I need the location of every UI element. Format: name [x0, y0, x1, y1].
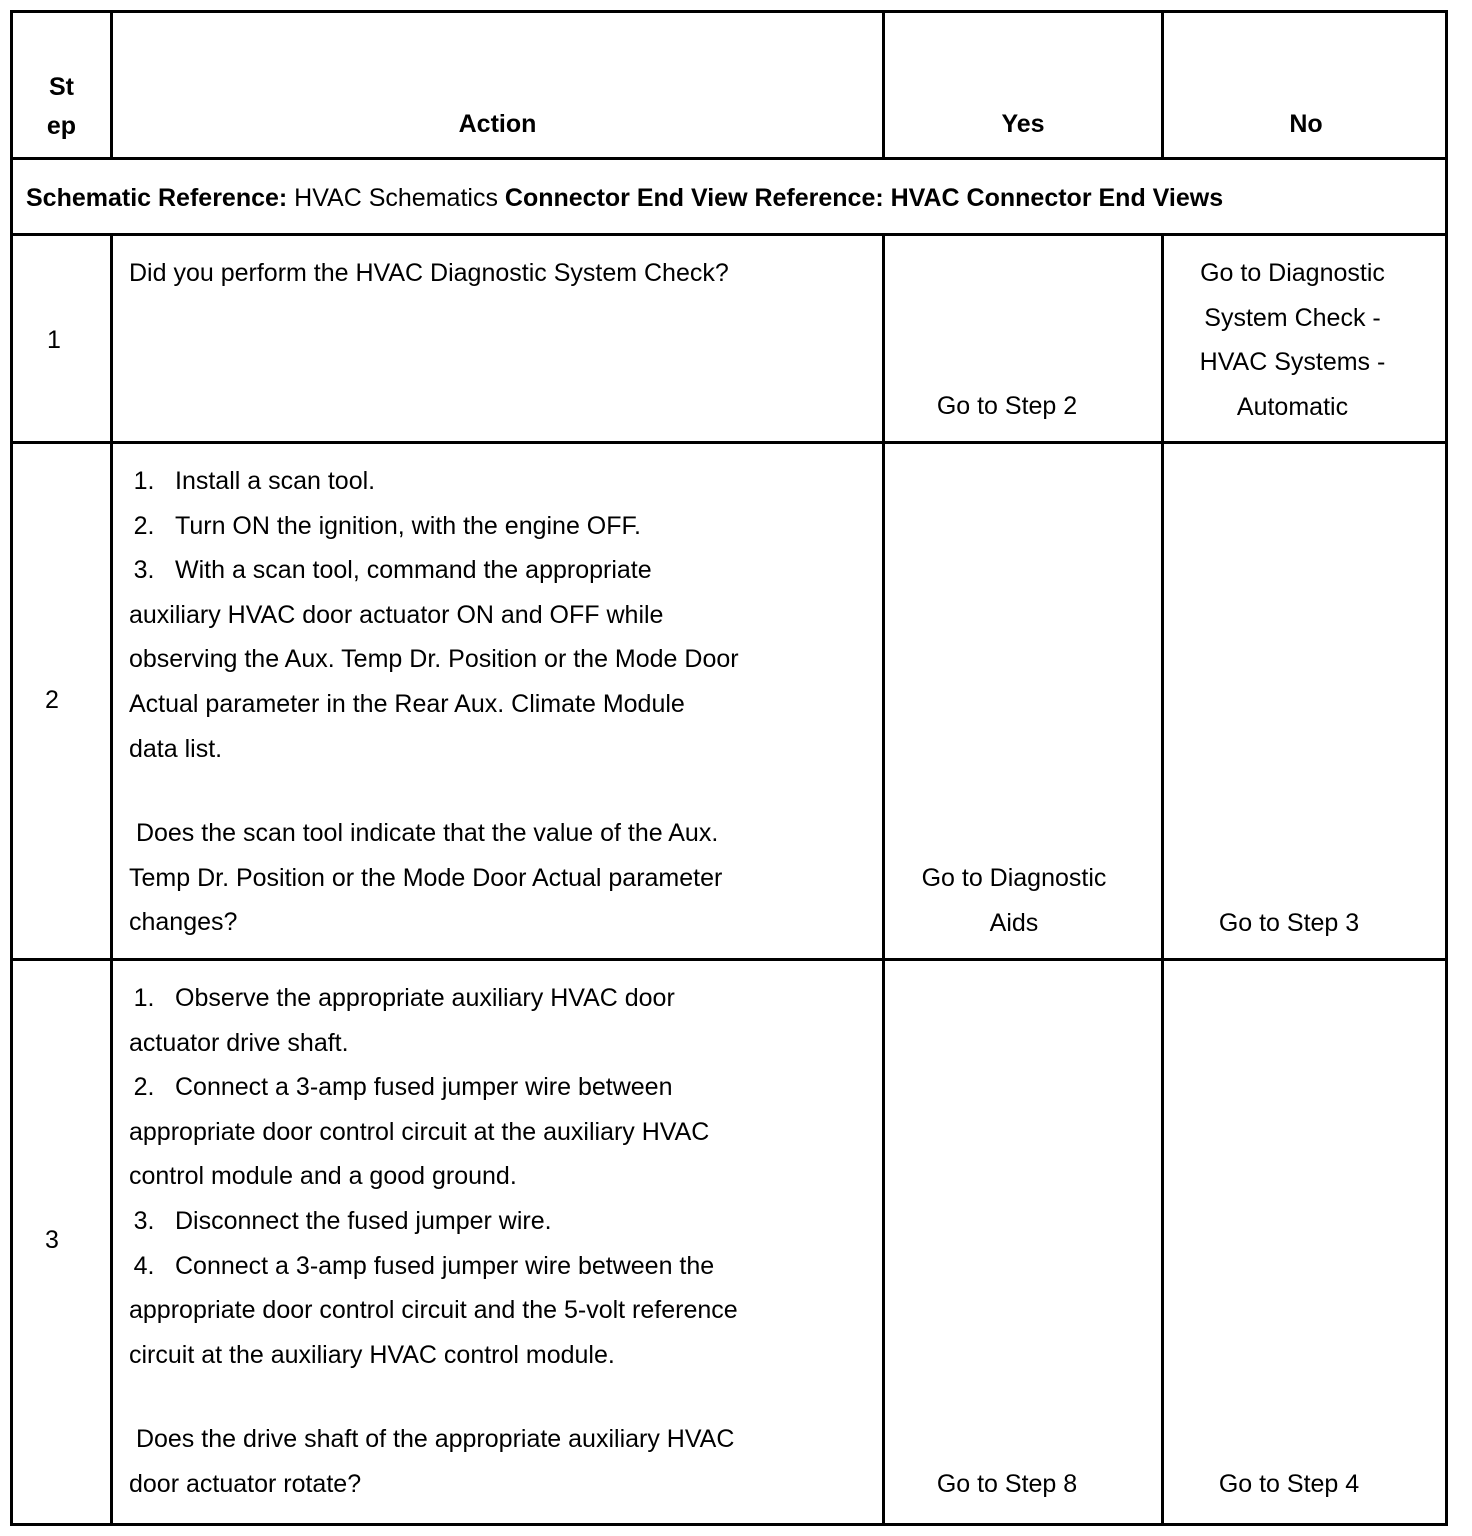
question-text: Does the scan tool indicate that the value of the Aux.	[129, 819, 719, 848]
list-item: 1. Observe the appropriate auxiliary HVAC door	[133, 984, 675, 1012]
question-text: changes?	[129, 908, 238, 937]
list-item: 1. Install a scan tool.	[133, 467, 376, 495]
yes-result: Go to Step 8	[936, 1470, 1078, 1498]
rule-header	[13, 157, 1445, 160]
header-no: No	[1289, 110, 1323, 138]
yes-result: Go to Diagnostic Aids	[921, 864, 1107, 937]
schematic-reference-value: HVAC Schematics	[287, 184, 505, 212]
yes-result: Go to Step 2	[936, 392, 1078, 420]
step-number: 2	[45, 686, 59, 714]
action-text: 1. Install a scan tool. 2. Turn ON the ignition, with the engine OFF. 3. With a scan tool, command the appropriate auxiliary HVAC door actuator ON and OFF while observing the Aux. Temp Dr. Position or the Mode Door Actual parameter in the Rear Aux. Climate Module data list. Does the scan tool indicate that the value of the Aux. Temp Dr. Position or the Mode Door Actual parameter changes?	[129, 459, 869, 945]
diagnostic-table	[10, 10, 1448, 1526]
header-yes: Yes	[1001, 110, 1045, 138]
step-number: 3	[45, 1226, 59, 1254]
header-action: Action	[458, 110, 537, 138]
reference-line	[26, 178, 1426, 218]
list-item: 3. Disconnect the fused jumper wire.	[133, 1206, 552, 1235]
no-result: Go to Diagnostic System Check - HVAC Systems - Automatic	[1199, 259, 1386, 421]
question-text: Does the drive shaft of the appropriate auxiliary HVAC	[129, 1425, 735, 1454]
schematic-reference-label: Schematic Reference:	[26, 184, 288, 212]
list-item: 4. Connect a 3-amp fused jumper wire between the	[133, 1251, 715, 1280]
list-item: 2. Turn ON the ignition, with the engine OFF.	[133, 511, 641, 540]
no-result: Go to Step 3	[1218, 909, 1360, 937]
rule-reference	[13, 233, 1445, 236]
question-text: door actuator rotate?	[129, 1469, 362, 1498]
action-text: 1. Observe the appropriate auxiliary HVAC door actuator drive shaft. 2. Connect a 3-amp fused jumper wire between appropriate door control circuit at the auxiliary HVAC control module and a good ground. 3. Disconnect the fused jumper wire. 4. Connect a 3-amp fused jumper wire between the appropriate door control circuit and the 5-volt reference circuit at the auxiliary HVAC control module. Does the drive shaft of the appropriate auxiliary HVAC door actuator rotate?	[129, 976, 869, 1507]
col-rule-1b	[110, 233, 113, 1526]
step-number: 1	[47, 326, 61, 354]
no-result: Go to Step 4	[1218, 1470, 1360, 1498]
list-item: 3. With a scan tool, command the appropriate	[133, 556, 652, 585]
list-item: 2. Connect a 3-amp fused jumper wire between	[133, 1073, 673, 1102]
question-text: Temp Dr. Position or the Mode Door Actual parameter	[129, 863, 723, 892]
rule-row1	[13, 441, 1445, 444]
connector-reference-label: Connector End View Reference: HVAC Connector End Views	[504, 184, 1224, 212]
action-text: Did you perform the HVAC Diagnostic System Check?	[129, 259, 729, 287]
rule-row2	[13, 958, 1445, 961]
header-step: St ep	[46, 73, 77, 140]
